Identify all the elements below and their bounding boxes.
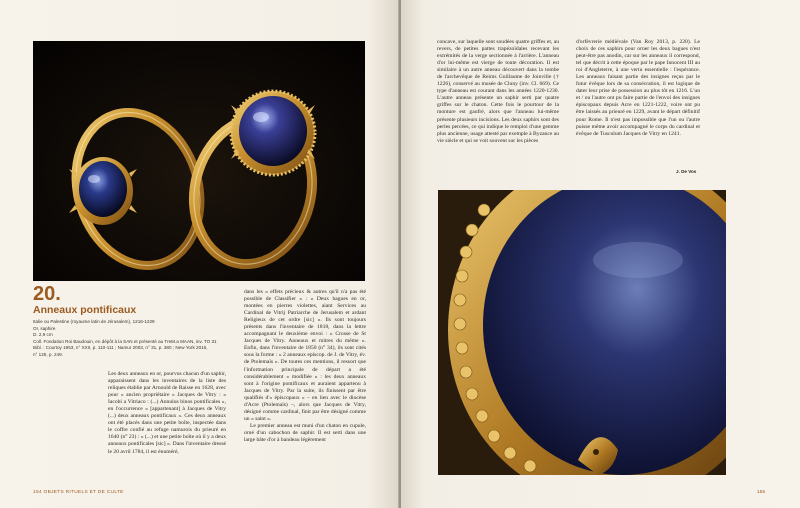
photo-ring-detail [438,190,726,475]
ring-detail-illustration [438,190,726,475]
meta-origin: Italie ou Palestine (royaume latin de Jérusalem), 1216-1229 [33,319,155,324]
catalogue-number: 20. [33,283,61,305]
catalogue-title: Anneaux pontificaux [33,304,137,316]
running-footer-right: 155 [757,490,766,495]
text-column-right-1 [437,39,559,145]
meta-material: Or, saphire [33,325,56,331]
meta-dimension: D. 2,9 cm [33,332,53,338]
running-footer-left: 154 OBJETS RITUELS ET DE CULTE [33,490,124,495]
author-signature: J. De Vos [676,169,697,174]
paragraph: Les deux anneaux en or, pourvus chacun d'un saphir, apparaissent dans les inventaires de la liste des reliques établie par Arnould de Raisse en 1628, avec pour « ancien propriétaire » Jacques de Vitry : « Iacobi a Vitriaco : (...) Annulus binos pontificales », en l'occurrence « [appartenant] à Jacques de Vitry (...) deux anneaux pontificaux ». Ces deux anneaux ont été placés dans une petite boîte, inspectée dans le coffre confié au refuge namurois du prieuré en 1640 (n° 23) : « (...) et une petite boîte où il y a deux anneaux pontificales [sic] ». Dans l'inventaire dressé le 20 avril 1784, il est énuméré, [108,371,226,455]
meta-bibliography: Bibl. : Courtoy 1953, n° XXII, p. 110-111 ; Namur 2003, n° 31, p. 380 ; New York 2016, [33,345,208,351]
paragraph: dans les « effets précieux & autres qu'il n'a pas été possible de Classifier » : « Deux bagues en or, montées en pierres violettes, aiant Services au Cardinal de Vitrij Patriarche de Jerusalem et ardant Religieux de cet ordre [sic] ». Ils sont toujours présents dans l'inventaire de 1818, dans la lettre accompagnant le deuxième envoi : « Crosse de St Jacques de Vitry. Anneaux et mitres du même ». Enfin, dans l'inventaire de 1850 (n° 34), ils sont cités sous la forme : « 2 anneaux episcop. de J. de Vitry, év. de Ptolemaïs ». De toutes ces mentions, il ressort que l'information principale de départ a été considérablement « modifiée » : les deux anneaux sont à l'origine pontificaux et auraient appartenu à Jacques de Vitry. Par la suite, ils finissent par être qualifiés d'« épiscopaux » – en lien avec le diocèse d'Acre (Ptolemaïs) –, alors que Jacques de Vitry, désigné comme cardinal, finit par être désigné comme un « saint ». [244,289,366,422]
text-column-left-2 [244,289,366,444]
text-column-right-2 [576,39,700,138]
text-column-left-1 [108,371,226,456]
left-page [0,0,399,508]
rings-illustration [33,41,365,281]
catalogue-metadata [33,319,238,359]
right-page [401,0,800,508]
meta-collection: Coll. Fondation Roi Baudouin, en dépôt à la SAN et présenté au TreM.a MAAN, inv. TO 31 [33,338,217,344]
paragraph: Le premier anneau est muni d'un chaton en cupule, orné d'un cabochon de saphir. Il est serti dans une large bâte d'or à bandeau légèrement [244,422,366,443]
paragraph: d'orfèvrerie médiévale (Van Roy 2013, p. 220). Le choix de ces saphirs pour orner les deux bagues n'est peut-être pas anodin, car sur les anneaux il correspond, tel que décrit à cette époque par le pape Innocent III au roi d'Angleterre, à une vertu essentielle : l'espérance. Les anneaux faisant partie des insignes reçus par le futur évêque lors de sa consécration, il est logique de dater leur prise de possession au plus tôt en 1216. L'un et / ou l'autre ont pu faire partie de l'envoi des insignes épiscopaux depuis Acre en 1221-1222, voire ont pu être laissés au prieuré en 1229, avant le départ définitif pour Rome. Il n'est pas impossible que l'un ou l'autre puisse même avoir accompagné le corps du cardinal et évêque de Tusculum Jacques de Vitry en 1241. [576,39,700,137]
paragraph: concave, sur laquelle sont soudées quatre griffes et, au revers, de petites pattes trapézoïdales recevant les extrémités de la verge sectionnée à l'arrière. L'anneau d'or lui-même est vierge de toute décoration. Il est similaire à un autre anneau découvert dans la tombe de l'archevêque de Reims Guillaume de Joinville († 1226), conservé au musée de Cluny (inv. Cl. 669). Ce type d'anneau est courant dans les années 1220-1230. L'autre anneau présente un saphir serti par quatre griffes sur le chaton. Cette fois le pourtour de la monture est gaufré, alors que l'anneau lui-même présente plusieurs incisions. Les deux saphirs sont des perles percées, ce qui indique le remploi d'une gemme plus ancienne, usage attesté par exemple à Byzance au vie siècle et qui se voit souvent sur les pièces [437,39,559,144]
meta-bibliography-cont: n° 125, p. 249. [33,351,63,357]
photo-two-rings [33,41,365,281]
